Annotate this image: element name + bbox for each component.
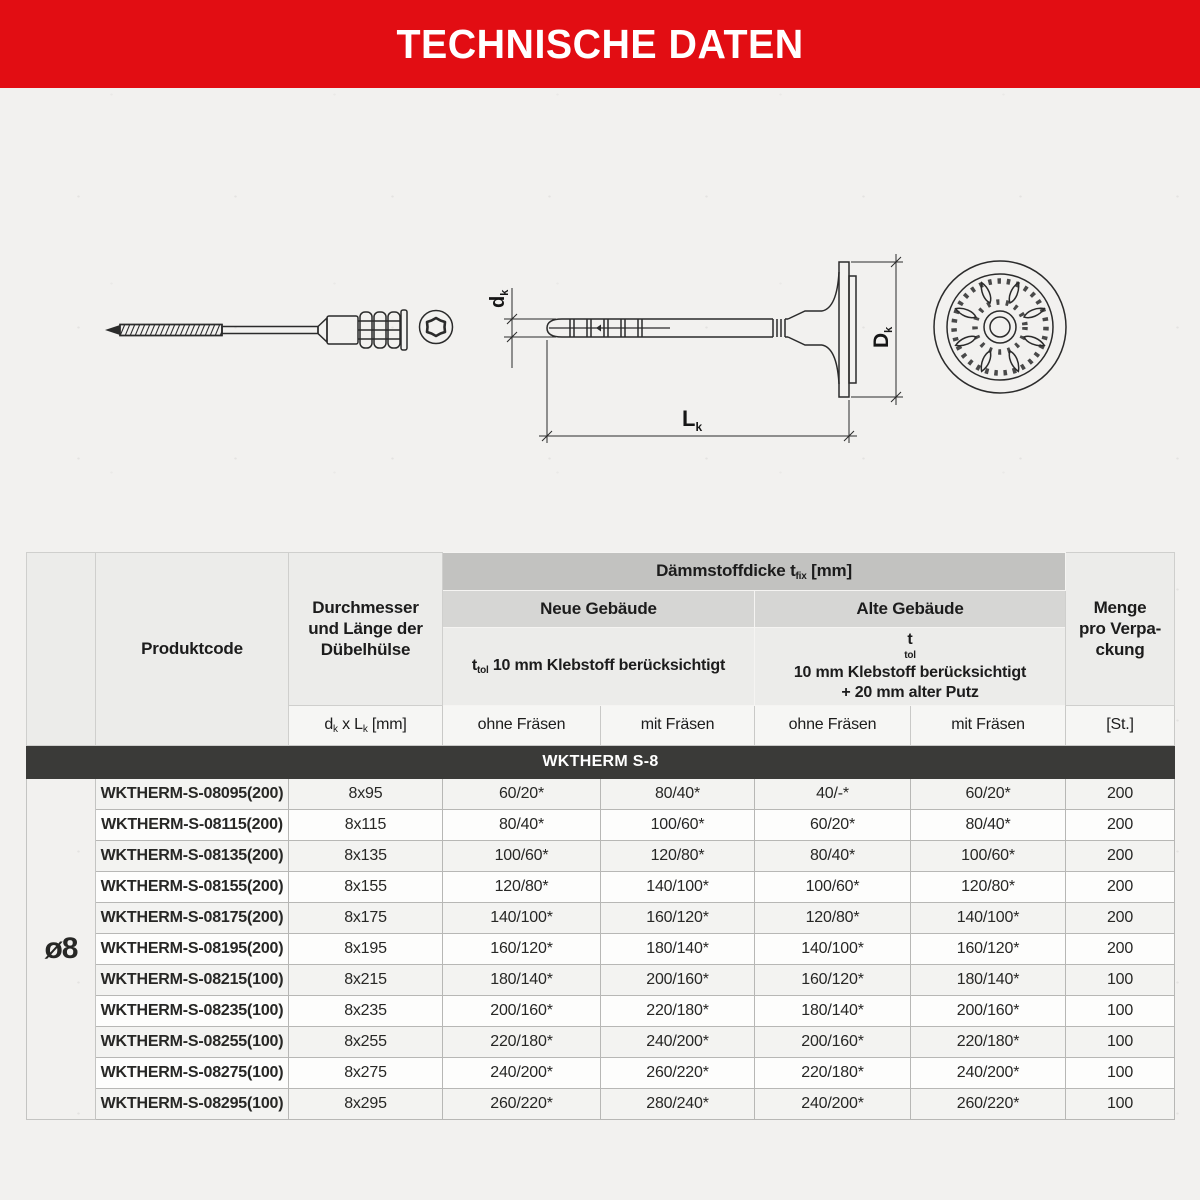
size-cell: 8x175 [289,902,443,933]
value-cell: 140/100* [443,902,601,933]
value-cell: 60/20* [911,778,1066,809]
value-cell: 180/140* [601,933,755,964]
value-cell: 200/160* [911,995,1066,1026]
table-row [27,1088,1175,1119]
product-code-cell: WKTHERM-S-08295(100) [96,1088,289,1119]
col-header-ttol-alte: t tol 10 mm Klebstoff berücksichtigt + 20 mm alter Putz [755,628,1066,706]
table-row [27,933,1175,964]
size-cell: 8x295 [289,1088,443,1119]
qty-cell: 100 [1066,1057,1175,1088]
value-cell: 120/80* [601,840,755,871]
diameter-group-label: ø8 [27,778,96,1119]
value-cell: 200/160* [755,1026,911,1057]
value-cell: 100/60* [443,840,601,871]
col-header-ohne-fraesen-neue: ohne Fräsen [443,705,601,745]
qty-cell: 100 [1066,1026,1175,1057]
product-group-band: WKTHERM S-8 [27,745,1175,778]
col-header-mit-fraesen-neue: mit Fräsen [601,705,755,745]
product-code-cell: WKTHERM-S-08095(200) [96,778,289,809]
value-cell: 180/140* [443,964,601,995]
technical-drawings [60,240,1090,470]
svg-text:Lk: $L_k$ [682,406,703,434]
dim-label-Dk: D [870,332,893,348]
qty-cell: 200 [1066,871,1175,902]
col-header-mit-fraesen-alte: mit Fräsen [911,705,1066,745]
value-cell: 200/160* [601,964,755,995]
size-cell: 8x255 [289,1026,443,1057]
dim-dk [487,288,556,368]
value-cell: 80/40* [601,778,755,809]
value-cell: 140/100* [755,933,911,964]
table-row [27,1026,1175,1057]
value-cell: 280/240* [601,1088,755,1119]
value-cell: 120/80* [755,902,911,933]
product-code-cell: WKTHERM-S-08175(200) [96,902,289,933]
value-cell: 240/200* [443,1057,601,1088]
value-cell: 60/20* [755,809,911,840]
value-cell: 260/220* [443,1088,601,1119]
spec-table [26,552,1175,1120]
table-row [27,871,1175,902]
qty-cell: 100 [1066,1088,1175,1119]
table-row [27,809,1175,840]
col-header-diameter-length: Durchmesser und Länge der Dübelhülse [289,553,443,706]
size-cell: 8x235 [289,995,443,1026]
col-header-productcode: Produktcode [96,553,289,746]
value-cell: 100/60* [601,809,755,840]
size-cell: 8x135 [289,840,443,871]
product-code-cell: WKTHERM-S-08275(100) [96,1057,289,1088]
anchor-side-view [547,262,856,397]
value-cell: 220/180* [755,1057,911,1088]
value-cell: 140/100* [911,902,1066,933]
value-cell: 260/220* [601,1057,755,1088]
product-code-cell: WKTHERM-S-08155(200) [96,871,289,902]
value-cell: 240/200* [911,1057,1066,1088]
value-cell: 160/120* [443,933,601,964]
value-cell: 160/120* [911,933,1066,964]
value-cell: 180/140* [755,995,911,1026]
anchor-plate-top-view [934,261,1066,393]
dim-label-dk: d [487,295,509,308]
value-cell: 120/80* [443,871,601,902]
value-cell: 60/20* [443,778,601,809]
size-cell: 8x195 [289,933,443,964]
value-cell: 80/40* [443,809,601,840]
value-cell: 140/100* [601,871,755,902]
col-header-ohne-fraesen-alte: ohne Fräsen [755,705,911,745]
table-row [27,902,1175,933]
qty-cell: 200 [1066,778,1175,809]
product-code-cell: WKTHERM-S-08135(200) [96,840,289,871]
value-cell: 260/220* [911,1088,1066,1119]
qty-cell: 200 [1066,809,1175,840]
value-cell: 200/160* [443,995,601,1026]
value-cell: 160/120* [755,964,911,995]
product-code-cell: WKTHERM-S-08195(200) [96,933,289,964]
page-header-banner [0,0,1200,88]
value-cell: 220/180* [443,1026,601,1057]
col-header-neue-gebaeude: Neue Gebäude [443,591,755,628]
table-row [27,995,1175,1026]
table-row [27,778,1175,809]
table-row [27,964,1175,995]
value-cell: 80/40* [755,840,911,871]
col-header-daemmstoffdicke: Dämmstoffdicke $t_{fix}$ [mm] [443,553,1066,591]
size-cell: 8x275 [289,1057,443,1088]
qty-cell: 200 [1066,840,1175,871]
qty-cell: 100 [1066,964,1175,995]
table-row [27,840,1175,871]
value-cell: 160/120* [601,902,755,933]
value-cell: 240/200* [601,1026,755,1057]
size-cell: 8x155 [289,871,443,902]
col-header-ttol-neue: $t_{tol}$ 10 mm Klebstoff berücksichtigt [443,628,755,706]
value-cell: 100/60* [755,871,911,902]
screw-side-view [105,310,407,350]
col-header-dk-lk: $d_k$ x $L_k$ [mm] [289,705,443,745]
qty-cell: 200 [1066,933,1175,964]
product-code-cell: WKTHERM-S-08115(200) [96,809,289,840]
value-cell: 220/180* [911,1026,1066,1057]
value-cell: 100/60* [911,840,1066,871]
corner-cell [27,553,96,746]
svg-text:dk: $d_k$ [487,289,511,308]
value-cell: 40/-* [755,778,911,809]
value-cell: 220/180* [601,995,755,1026]
size-cell: 8x115 [289,809,443,840]
dim-dk-plate [851,254,903,405]
value-cell: 80/40* [911,809,1066,840]
product-code-cell: WKTHERM-S-08255(100) [96,1026,289,1057]
col-header-alte-gebaeude: Alte Gebäude [755,591,1066,628]
col-header-unit: [St.] [1066,705,1175,745]
product-code-cell: WKTHERM-S-08235(100) [96,995,289,1026]
value-cell: 120/80* [911,871,1066,902]
value-cell: 240/200* [755,1088,911,1119]
svg-text:Dk: Dk [870,326,895,348]
size-cell: 8x95 [289,778,443,809]
value-cell: 180/140* [911,964,1066,995]
table-row [27,1057,1175,1088]
product-code-cell: WKTHERM-S-08215(100) [96,964,289,995]
qty-cell: 100 [1066,995,1175,1026]
size-cell: 8x215 [289,964,443,995]
qty-cell: 200 [1066,902,1175,933]
screw-head-top-view-torx-icon [420,311,453,344]
page-title: TECHNISCHE DATEN [396,20,804,67]
col-header-menge: Menge pro Verpa- ckung [1066,553,1175,706]
dim-label-Lk: L [682,406,696,431]
dim-lk [539,340,857,443]
